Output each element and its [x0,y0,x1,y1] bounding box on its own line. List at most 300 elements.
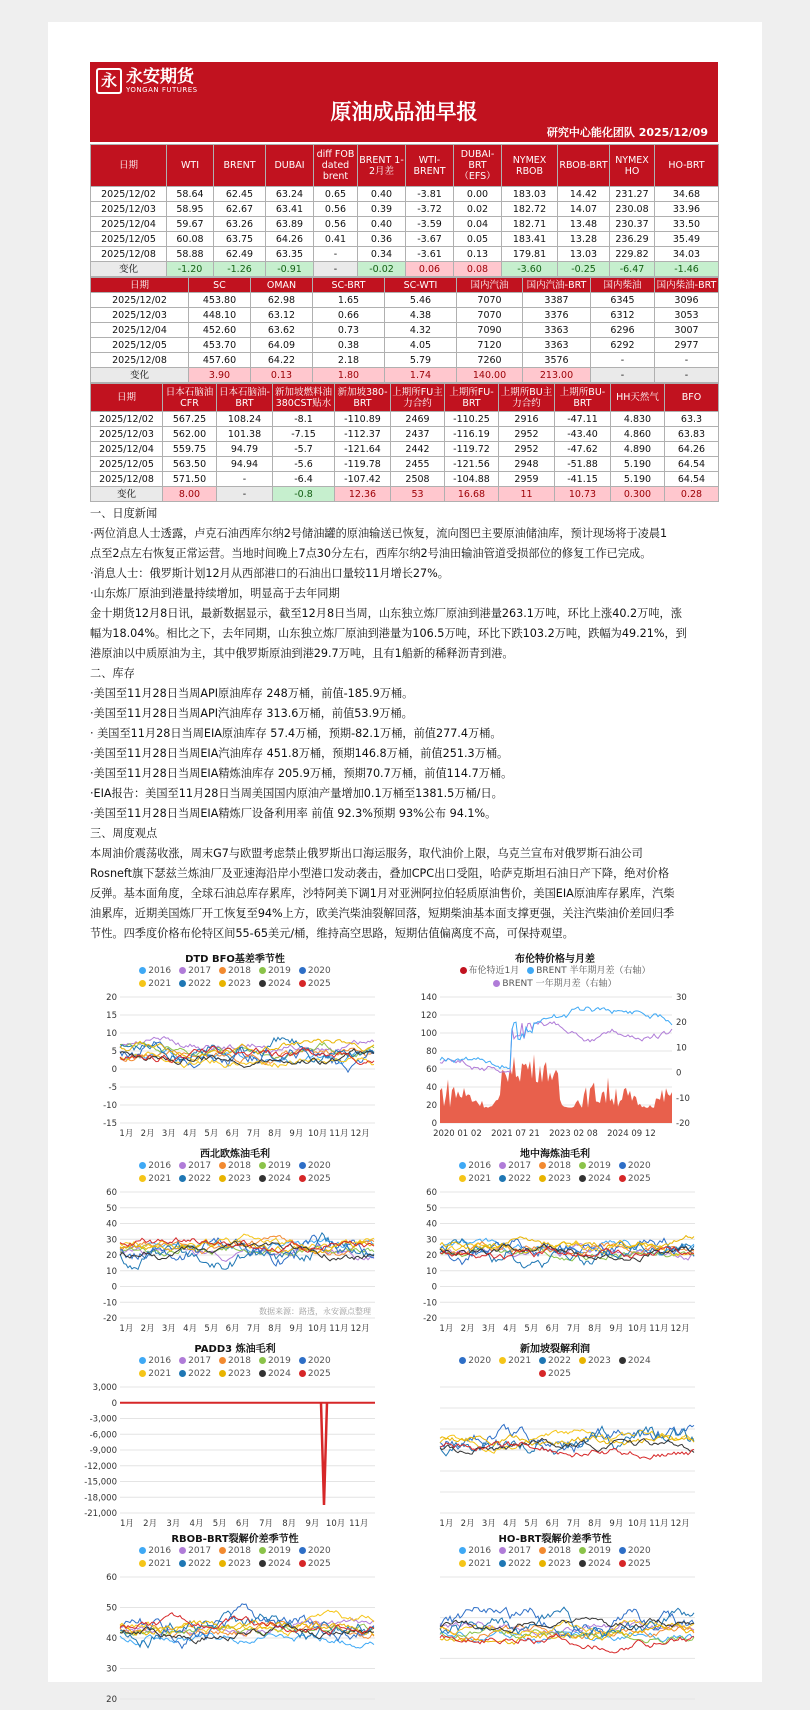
column-header: OMAN [251,278,313,293]
legend-label: BRENT 一年期月差（右轴） [502,979,617,989]
table-cell: 34.03 [655,247,719,262]
table-cell: 0.13 [454,247,502,262]
legend-item [259,1369,291,1379]
legend-item [499,1356,531,1366]
text-line: 三、周度观点 [90,827,158,840]
report-header [90,62,718,142]
legend-dot-icon [619,1357,626,1364]
company-logo [96,68,198,94]
legend-item [219,1174,251,1184]
table-cell: 33.50 [655,217,719,232]
x-tick-label: 9月 [609,1519,624,1529]
legend-item [499,1559,531,1569]
legend-dot-icon [139,1547,146,1554]
table-cell: 0.40 [358,187,406,202]
x-tick-label: 10月 [627,1324,648,1334]
legend-label: 2023 [548,1559,571,1569]
column-header: BRENT [214,145,266,187]
legend-item [219,1369,251,1379]
x-tick-label: 2月 [143,1519,158,1529]
legend-label: 布伦特近1月 [468,966,520,976]
table-cell: - [655,353,719,368]
table-cell: 13.28 [558,232,610,247]
y-tick-label: 20 [106,1695,117,1705]
table-cell: -5.6 [273,457,335,472]
table-cell: 2437 [391,427,445,442]
legend-item [179,1559,211,1569]
table-row [91,247,719,262]
legend-label: 2017 [508,1161,532,1171]
legend-dot-icon [219,980,226,987]
legend-item [179,1174,211,1184]
legend-dot-icon [139,967,146,974]
table-row [91,187,719,202]
legend-label: 2020 [307,1356,331,1366]
legend-label: 2021 [468,1559,492,1569]
legend-item [179,1356,211,1366]
legend-label: 2021 [148,1559,172,1569]
table-cell: 2025/12/08 [91,472,163,487]
chart-1 [410,950,700,1145]
legend-dot-icon [299,1357,306,1364]
chart-legend [90,965,380,991]
x-tick-label: 2月 [460,1324,475,1334]
y-tick-label: 10 [106,1266,117,1277]
table-cell: 6312 [591,308,655,323]
column-header: 日期 [91,278,189,293]
legend-item [139,1356,171,1366]
legend-label: 2018 [548,1546,571,1556]
table-cell: 183.41 [502,232,558,247]
column-header: DUBAI-BRT（EFS） [454,145,502,187]
legend-label: 2023 [228,1369,251,1379]
table-cell: 4.830 [611,412,665,427]
text-line: ·EIA报告：美国至11月28日当周美国国内原油产量增加0.1万桶至1381.5万桶/日。 [90,787,503,800]
legend-dot-icon [179,1357,186,1364]
legend-label: 2024 [627,1356,651,1366]
legend-item [139,966,171,976]
legend-label: 2022 [508,1174,532,1184]
y-tick-label: 20 [426,1101,437,1111]
table-header-row [91,145,719,187]
legend-dot-icon [539,1175,546,1182]
legend-item [299,1546,331,1556]
legend-item [179,979,211,989]
column-header: 国内汽油 [457,278,523,293]
y-tick-label: -5 [108,1083,117,1093]
table-cell: 229.82 [610,247,655,262]
table-cell: -3.81 [406,187,454,202]
y-tick-label: 20 [426,1251,437,1261]
table-cell: - [314,247,358,262]
column-header: WTI-BRENT [406,145,454,187]
chart-plot [410,991,700,1141]
legend-label: 2016 [148,1356,172,1366]
legend-label: 2016 [468,1161,492,1171]
legend-dot-icon [539,1547,546,1554]
table-header-row [91,278,719,293]
change-cell: 变化 [91,487,163,502]
y-tick-label: 10 [106,1029,117,1039]
x-tick-label: 2021 07 21 [491,1129,540,1139]
column-header: 上期所FU主力合约 [391,384,445,412]
table-cell: -116.19 [445,427,499,442]
y-right-tick-label: 20 [676,1018,687,1029]
change-cell: -1.26 [214,262,266,277]
legend-label: 2020 [627,1161,651,1171]
change-cell: - [655,368,719,383]
legend-dot-icon [459,1175,466,1182]
table-row [91,293,719,308]
legend-dot-icon [619,1175,626,1182]
table-cell: 0.36 [358,232,406,247]
table-cell: -51.88 [555,457,611,472]
legend-label: 2023 [228,979,251,989]
legend-label: 2019 [267,1356,291,1366]
table-cell: 182.72 [502,202,558,217]
legend-dot-icon [259,1175,266,1182]
column-header: 新加坡燃料油380CST贴水 [273,384,335,412]
y-tick-label: 30 [106,1235,117,1246]
change-row [91,262,719,277]
table-cell: -6.4 [273,472,335,487]
table-cell: 0.56 [314,217,358,232]
legend-dot-icon [299,1162,306,1169]
legend-dot-icon [139,1560,146,1567]
legend-dot-icon [259,1370,266,1377]
table-cell: 562.00 [163,427,217,442]
table-cell: 0.05 [454,232,502,247]
table-cell: 0.66 [313,308,385,323]
change-cell: -0.02 [358,262,406,277]
legend-dot-icon [527,967,534,974]
y-tick-label: 120 [420,1011,437,1021]
table-cell: 4.32 [385,323,457,338]
text-line: ·两位消息人士透露，卢克石油西库尔纳2号储油罐的原油输送已恢复，流向图巴主要原油储油库，预计现场将于凌晨1 [90,527,668,540]
table-cell: 452.60 [189,323,251,338]
column-header: 上期所BU主力合约 [499,384,555,412]
legend-item [579,1174,611,1184]
chart-plot [410,1186,700,1336]
table-cell: 559.75 [163,442,217,457]
table-cell: 2442 [391,442,445,457]
table-cell: 35.49 [655,232,719,247]
legend-item [139,1546,171,1556]
table-cell: 64.26 [266,232,314,247]
table-cell: 64.54 [665,472,719,487]
table-cell: 1.65 [313,293,385,308]
legend-label: 2018 [548,1161,571,1171]
legend-item [459,1356,491,1366]
legend-label: 2022 [188,1174,212,1184]
change-cell: -3.60 [502,262,558,277]
table-cell: 2948 [499,457,555,472]
table-cell: 64.22 [251,353,313,368]
legend-dot-icon [219,1547,226,1554]
change-cell: 11 [499,487,555,502]
legend-dot-icon [139,980,146,987]
chart-5 [410,1340,700,1535]
column-header: 国内柴油-BRT [655,278,719,293]
legend-dot-icon [299,980,306,987]
legend-label: 2022 [508,1559,532,1569]
y-tick-label: 60 [106,1573,117,1583]
legend-dot-icon [219,967,226,974]
y-tick-label: -15 [103,1119,117,1129]
table-row [91,442,719,457]
table-cell: 2025/12/02 [91,187,167,202]
table-cell: 2025/12/03 [91,427,163,442]
legend-dot-icon [139,1357,146,1364]
table-cell: 563.50 [163,457,217,472]
legend-dot-icon [579,1175,586,1182]
table-cell: 2025/12/08 [91,353,189,368]
x-tick-label: 5月 [524,1324,539,1334]
legend-item [539,1546,571,1556]
legend-item [619,1356,651,1366]
chart-legend [410,965,700,991]
change-cell: -6.47 [610,262,655,277]
y-right-tick-label: 0 [676,1068,682,1079]
x-tick-label: 8月 [588,1324,603,1334]
y-tick-label: 40 [106,1634,117,1644]
legend-label: 2021 [508,1356,532,1366]
legend-item [499,1174,531,1184]
table-cell: 4.860 [611,427,665,442]
column-header: HO-BRT [655,145,719,187]
y-right-tick-label: -20 [676,1119,690,1129]
text-line: ·美国至11月28日当周EIA精炼厂设备利用率 前值 92.3%预期 93%公布 94.1%。 [90,807,497,820]
legend-label: 2025 [307,1369,331,1379]
y-tick-label: -21,000 [84,1509,117,1519]
legend-label: 2016 [148,1161,172,1171]
legend-item [539,1356,571,1366]
table-cell: 0.34 [358,247,406,262]
change-cell: 140.00 [457,368,523,383]
x-tick-label: 1月 [119,1519,134,1529]
table-cell: -47.11 [555,412,611,427]
text-line: 节性。四季度价格布伦特区间55-65美元/桶，维持高空思路，短期估值偏离度不高，可保持观望。 [90,927,574,940]
table-cell: 567.25 [163,412,217,427]
table-cell: 4.890 [611,442,665,457]
legend-item [579,1356,611,1366]
legend-label: 2023 [228,1174,251,1184]
change-row [91,368,719,383]
legend-label: 2025 [548,1369,571,1379]
table-cell: 448.10 [189,308,251,323]
table-cell: 63.35 [266,247,314,262]
chart-title: 西北欧炼油毛利 [200,1149,270,1160]
x-tick-label: 3月 [481,1519,496,1529]
table-cell: 7260 [457,353,523,368]
table-cell: 3387 [523,293,591,308]
text-line: 幅为18.04%。相比之下，去年同期，山东独立炼厂原油到港量为106.5万吨，环比下跌103.2万吨，跌幅为49.21%，到 [90,627,687,640]
table-cell: -121.56 [445,457,499,472]
table-cell: 33.96 [655,202,719,217]
legend-dot-icon [259,1162,266,1169]
chart-title: 新加坡裂解利润 [520,1344,590,1355]
table-cell: 2025/12/05 [91,457,163,472]
column-header: 上期所FU-BRT [445,384,499,412]
legend-dot-icon [259,1560,266,1567]
x-tick-label: 4月 [503,1324,518,1334]
table-row [91,217,719,232]
legend-dot-icon [179,1162,186,1169]
legend-label: 2024 [267,1369,291,1379]
legend-label: 2019 [587,1546,611,1556]
legend-item [299,1161,331,1171]
legend-label: 2023 [548,1174,571,1184]
domestic-price-table [90,277,719,383]
text-line: ·山东炼厂原油到港量持续增加，明显高于去年同期 [90,587,340,600]
table-cell: 4.05 [385,338,457,353]
legend-label: 2017 [508,1546,532,1556]
table-cell: 58.95 [167,202,214,217]
chart-legend [410,1355,700,1381]
legend-dot-icon [539,1560,546,1567]
table-cell: 0.02 [454,202,502,217]
y-tick-label: -3,000 [89,1414,117,1425]
change-cell: -1.20 [167,262,214,277]
legend-label: BRENT 半年期月差（右轴） [536,966,651,976]
legend-label: 2017 [188,1546,212,1556]
legend-label: 2016 [468,1546,492,1556]
legend-dot-icon [219,1357,226,1364]
area-series [440,1054,672,1123]
table-cell: -3.72 [406,202,454,217]
legend-label: 2017 [188,1356,212,1366]
crude-price-table [90,144,719,277]
chart-7 [410,1530,700,1705]
text-line: 油累库，近期美国炼厂开工恢复至94%上方，欧美汽柴油裂解回落，短期柴油基本面支撑更强，关注汽柴油价差回归季 [90,907,675,920]
x-tick-label: 1月 [119,1129,134,1139]
table-cell: -47.62 [555,442,611,457]
column-header: 日本石脑油CFR [163,384,217,412]
table-cell: 4.38 [385,308,457,323]
table-cell: 62.45 [214,187,266,202]
legend-label: 2018 [228,1356,251,1366]
table-cell: 2025/12/03 [91,202,167,217]
x-tick-label: 2023 02 08 [549,1129,598,1139]
table-cell: 13.48 [558,217,610,232]
y-tick-label: 20 [106,993,117,1003]
table-cell: 457.60 [189,353,251,368]
change-cell: 0.08 [454,262,502,277]
legend-dot-icon [179,1560,186,1567]
legend-dot-icon [139,1175,146,1182]
table-cell: 230.08 [610,202,655,217]
legend-label: 2020 [627,1546,651,1556]
x-tick-label: 6月 [225,1129,240,1139]
legend-item [619,1559,651,1569]
legend-dot-icon [219,1370,226,1377]
legend-item [619,1546,651,1556]
table-cell: 62.67 [214,202,266,217]
x-tick-label: 5月 [204,1129,219,1139]
table-cell: 3007 [655,323,719,338]
table-cell: 7070 [457,308,523,323]
y-tick-label: 40 [426,1083,437,1093]
change-cell: 1.80 [313,368,385,383]
y-right-tick-label: 30 [676,993,687,1003]
column-header: NYMEX HO [610,145,655,187]
table-cell: 2.18 [313,353,385,368]
legend-label: 2017 [188,1161,212,1171]
legend-item [579,1161,611,1171]
table-cell: -41.15 [555,472,611,487]
text-line: 点至2点左右恢复正常运营。当地时间晚上7点30分左右，西库尔纳2号油田输油管道受损部位的修复工作已完成。 [90,547,652,560]
text-line: ·消息人士：俄罗斯计划12月从西部港口的石油出口量较11月增长27%。 [90,567,449,580]
table-row [91,472,719,487]
legend-dot-icon [579,1560,586,1567]
legend-dot-icon [459,1560,466,1567]
y-tick-label: -18,000 [84,1493,117,1504]
table-row [91,427,719,442]
legend-dot-icon [139,1370,146,1377]
table-cell: -104.88 [445,472,499,487]
table-cell: 2952 [499,442,555,457]
y-tick-label: -10 [103,1101,117,1111]
x-tick-label: 4月 [183,1129,198,1139]
chart-2 [90,1145,380,1340]
legend-item [259,1546,291,1556]
legend-item [619,1174,651,1184]
legend-dot-icon [539,1162,546,1169]
table-cell: 2025/12/02 [91,293,189,308]
y-right-tick-label: -10 [676,1093,690,1104]
legend-dot-icon [299,1547,306,1554]
y-tick-label: 3,000 [92,1383,117,1393]
legend-item [459,1174,491,1184]
change-cell: 53 [391,487,445,502]
table-cell: 3096 [655,293,719,308]
legend-item [259,1356,291,1366]
y-tick-label: 60 [426,1065,437,1075]
x-tick-label: 12月 [350,1324,370,1334]
logo-cn: 永安期货 [126,67,194,87]
table-cell: 5.46 [385,293,457,308]
legend-dot-icon [259,1357,266,1364]
legend-dot-icon [619,1547,626,1554]
x-tick-label: 12月 [670,1519,690,1529]
legend-item [299,1559,331,1569]
legend-dot-icon [179,967,186,974]
table-cell: 63.41 [266,202,314,217]
chart-plot [90,1571,380,1705]
column-header: 日期 [91,384,163,412]
table-cell: 2025/12/05 [91,338,189,353]
change-row [91,487,719,502]
y-tick-label: 50 [106,1603,117,1614]
x-tick-label: 3月 [161,1324,176,1334]
line-series [440,1021,672,1072]
legend-dot-icon [219,1175,226,1182]
legend-dot-icon [299,1560,306,1567]
change-cell: -0.91 [266,262,314,277]
legend-item [539,1369,571,1379]
table-cell: 63.24 [266,187,314,202]
table-cell: 571.50 [163,472,217,487]
table-cell: 13.03 [558,247,610,262]
legend-label: 2019 [267,1161,291,1171]
table-cell: 2025/12/08 [91,247,167,262]
column-header: 国内汽油-BRT [523,278,591,293]
table-cell: 179.81 [502,247,558,262]
logo-mark-icon: 永 [96,68,122,94]
column-header: 新加坡380-BRT [335,384,391,412]
legend-item [579,1546,611,1556]
y-tick-label: -10 [423,1298,437,1309]
